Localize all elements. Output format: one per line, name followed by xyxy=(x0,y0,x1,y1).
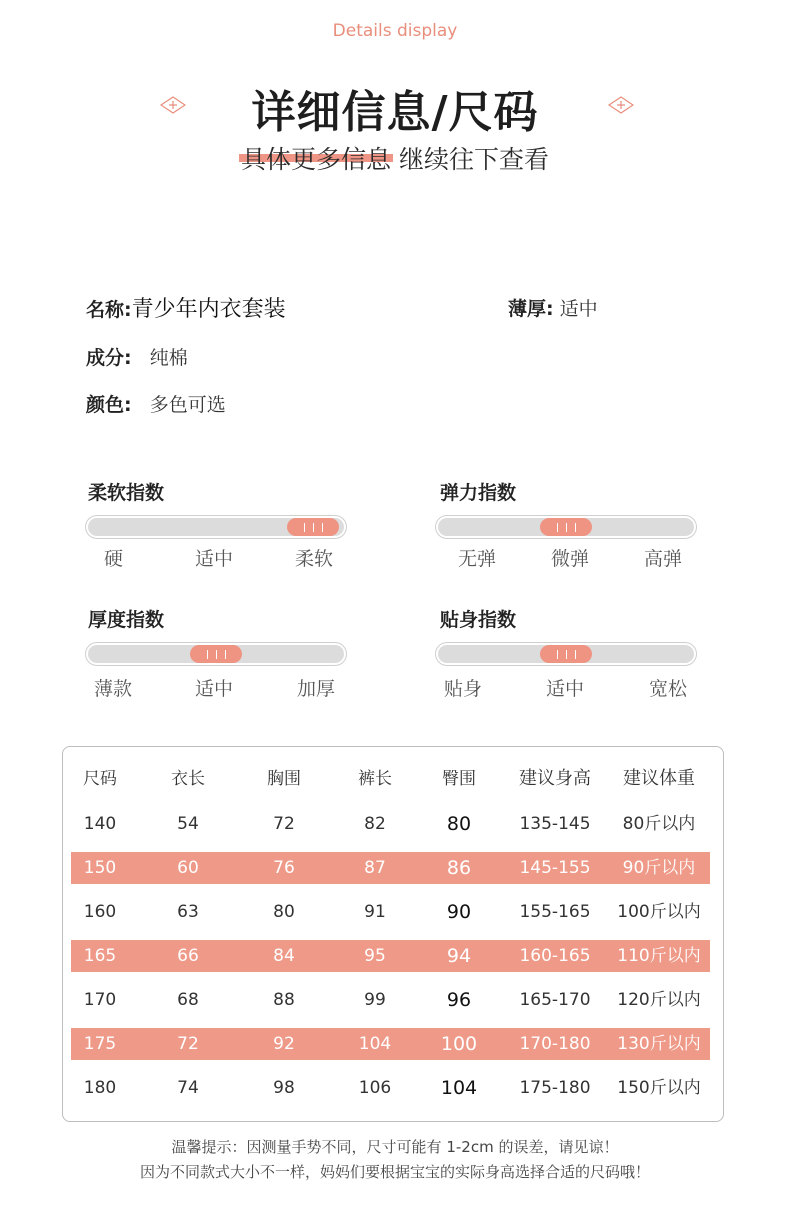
fit-label-high: 宽松 xyxy=(649,678,688,700)
table-cell: 150斤以内 xyxy=(617,1078,701,1098)
note-line-2: 因为不同款式大小不一样，妈妈们要根据宝宝的实际身高选择合适的尺码哦！ xyxy=(139,1163,650,1181)
table-row xyxy=(71,1028,710,1060)
table-cell: 145-155 xyxy=(519,858,591,878)
table-header-cell: 胸围 xyxy=(267,769,301,789)
table-cell: 135-145 xyxy=(519,814,591,834)
thickness-label-high: 加厚 xyxy=(297,678,336,700)
fit-label-low: 贴身 xyxy=(444,678,483,700)
table-cell: 90斤以内 xyxy=(622,858,696,878)
fit-index-track xyxy=(436,643,696,665)
size-table xyxy=(62,746,724,1122)
table-row xyxy=(71,940,710,972)
thickness-index-track xyxy=(86,643,346,665)
color-value: 多色可选 xyxy=(149,394,226,416)
table-row xyxy=(71,808,710,840)
table-cell: 82 xyxy=(364,814,386,834)
table-cell: 98 xyxy=(273,1078,295,1098)
table-header-cell: 尺码 xyxy=(83,769,117,789)
table-cell: 106 xyxy=(358,1078,392,1098)
elasticity-index-knob xyxy=(540,518,592,536)
table-cell: 80斤以内 xyxy=(622,814,696,834)
thickness-value: 适中 xyxy=(559,298,598,320)
table-cell: 54 xyxy=(177,814,199,834)
softness-index-knob xyxy=(287,518,339,536)
table-cell: 104 xyxy=(440,1077,478,1099)
table-cell: 72 xyxy=(273,814,295,834)
table-cell: 130斤以内 xyxy=(617,1034,701,1054)
table-cell: 170-180 xyxy=(519,1034,591,1054)
table-header-cell: 建议体重 xyxy=(623,768,695,789)
table-row xyxy=(71,896,710,928)
table-cell: 100 xyxy=(440,1033,478,1055)
info-thickness xyxy=(508,294,598,321)
elasticity-label-mid: 微弹 xyxy=(551,548,590,570)
table-cell: 150 xyxy=(83,858,117,878)
thickness-index-title: 厚度指数 xyxy=(88,609,165,631)
name-value: 青少年内衣套装 xyxy=(131,297,286,322)
thickness-label-low: 薄款 xyxy=(94,678,133,700)
note-line-1: 温馨提示：因测量手势不同，尺寸可能有 1-2cm 的误差，请见谅！ xyxy=(171,1138,619,1156)
table-cell: 104 xyxy=(358,1034,392,1054)
table-cell: 140 xyxy=(83,814,117,834)
table-header-cell: 衣长 xyxy=(171,769,205,789)
table-row xyxy=(71,1072,710,1104)
table-cell: 88 xyxy=(273,990,295,1010)
table-cell: 160 xyxy=(83,902,117,922)
softness-label-high: 柔软 xyxy=(295,548,334,570)
name-label: 名称: xyxy=(86,299,132,321)
fit-index-knob xyxy=(540,645,592,663)
elasticity-index-track xyxy=(436,516,696,538)
table-cell: 68 xyxy=(177,990,199,1010)
softness-index-track xyxy=(86,516,346,538)
composition-label: 成分: xyxy=(86,347,132,369)
table-cell: 63 xyxy=(177,902,199,922)
softness-label-mid: 适中 xyxy=(195,548,234,570)
thickness-label-mid: 适中 xyxy=(195,678,234,700)
table-cell: 100斤以内 xyxy=(617,902,701,922)
table-cell: 165 xyxy=(83,946,117,966)
tagline-rest: 继续往下查看 xyxy=(391,145,549,174)
table-cell: 175-180 xyxy=(519,1078,591,1098)
table-cell: 80 xyxy=(273,902,295,922)
table-cell: 86 xyxy=(446,857,472,879)
table-cell: 96 xyxy=(446,989,472,1011)
table-cell: 84 xyxy=(273,946,295,966)
table-cell: 95 xyxy=(364,946,386,966)
thickness-index-knob xyxy=(190,645,242,663)
fit-label-mid: 适中 xyxy=(546,678,585,700)
table-row xyxy=(71,984,710,1016)
table-cell: 99 xyxy=(364,990,386,1010)
table-header-cell: 裤长 xyxy=(358,769,392,789)
composition-value: 纯棉 xyxy=(149,347,188,369)
table-cell: 155-165 xyxy=(519,902,591,922)
table-cell: 87 xyxy=(364,858,386,878)
table-header-row xyxy=(71,763,710,795)
table-cell: 165-170 xyxy=(519,990,591,1010)
table-cell: 66 xyxy=(177,946,199,966)
table-cell: 170 xyxy=(83,990,117,1010)
thickness-label: 薄厚: xyxy=(508,298,554,320)
info-color xyxy=(86,390,226,417)
table-cell: 91 xyxy=(364,902,386,922)
table-header-cell: 建议身高 xyxy=(519,768,591,789)
table-cell: 80 xyxy=(446,813,472,835)
table-cell: 90 xyxy=(446,901,472,923)
table-cell: 180 xyxy=(83,1078,117,1098)
table-row xyxy=(71,852,710,884)
info-composition xyxy=(86,343,188,370)
diamond-ornament-icon xyxy=(608,96,634,114)
softness-index-title: 柔软指数 xyxy=(88,482,165,504)
table-cell: 94 xyxy=(446,945,472,967)
elasticity-label-high: 高弹 xyxy=(644,548,683,570)
info-name xyxy=(86,292,286,323)
softness-label-low: 硬 xyxy=(104,548,124,570)
fit-index-title: 贴身指数 xyxy=(440,609,517,631)
page-title: 详细信息/尺码 xyxy=(251,87,539,138)
tagline-highlight: 具体更多信息 xyxy=(241,140,391,176)
table-cell: 92 xyxy=(273,1034,295,1054)
table-cell: 76 xyxy=(273,858,295,878)
table-cell: 110斤以内 xyxy=(617,946,701,966)
table-cell: 160-165 xyxy=(519,946,591,966)
table-cell: 120斤以内 xyxy=(617,990,701,1010)
table-cell: 175 xyxy=(83,1034,117,1054)
elasticity-label-low: 无弹 xyxy=(458,548,497,570)
table-cell: 72 xyxy=(177,1034,199,1054)
elasticity-index-title: 弹力指数 xyxy=(440,482,517,504)
subtitle-english: Details display xyxy=(332,21,458,41)
table-cell: 60 xyxy=(177,858,199,878)
table-header-cell: 臀围 xyxy=(442,769,476,789)
tagline xyxy=(0,140,790,176)
color-label: 颜色: xyxy=(86,394,132,416)
table-cell: 74 xyxy=(177,1078,199,1098)
